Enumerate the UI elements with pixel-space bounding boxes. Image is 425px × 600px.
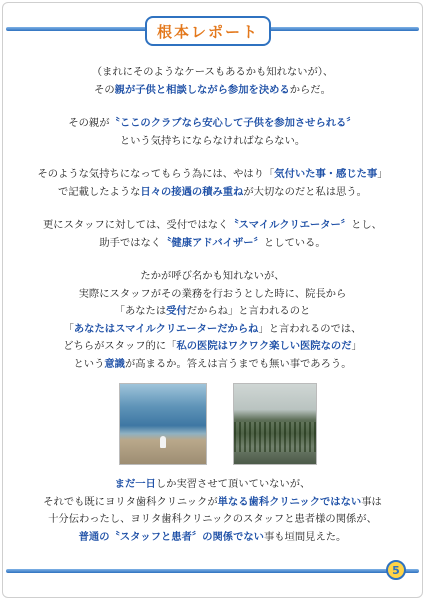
page-title: 根本レポート xyxy=(156,22,259,41)
highlighted-phrase: 普通の〝スタッフと患者〞の関係でない xyxy=(78,530,264,543)
text-segment: で記載したような xyxy=(58,185,141,198)
text-segment: 「あなたは xyxy=(114,305,167,317)
text-line xyxy=(10,115,415,133)
text-line xyxy=(10,529,415,547)
report-body xyxy=(10,64,415,389)
title-box xyxy=(145,16,271,46)
paragraph xyxy=(10,476,415,546)
text-line xyxy=(10,64,415,82)
text-segment: 助手ではなく xyxy=(99,236,162,249)
text-segment: そのような気持ちになってもらう為には、やはり「 xyxy=(37,168,275,180)
paragraph xyxy=(10,64,415,99)
text-segment: その xyxy=(94,83,115,96)
beach-photo xyxy=(119,383,207,465)
text-segment: だからね」と言われるのと xyxy=(186,305,311,317)
text-segment: 「 xyxy=(63,322,74,335)
text-segment: とし、 xyxy=(351,219,382,231)
text-segment: その親が xyxy=(68,117,110,129)
text-segment: 実際にスタッフがその業務を行おうとした時に、院長から xyxy=(78,287,347,300)
text-segment: が高まるか。答えは言うまでも無い事であろう。 xyxy=(124,357,352,370)
text-line xyxy=(10,82,415,100)
text-segment: 」 xyxy=(377,168,388,180)
paragraph xyxy=(10,268,415,373)
highlighted-phrase: あなたはスマイルクリエーターだからね xyxy=(73,322,259,335)
text-segment: 事も垣間見えた。 xyxy=(263,530,347,543)
text-segment: 事は xyxy=(361,495,382,508)
reeds-texture xyxy=(234,422,317,452)
highlighted-phrase: 私の医院はワクワク楽しい医院なのだ xyxy=(176,340,352,352)
text-line xyxy=(10,338,415,356)
highlighted-phrase: 親が子供と相談しながら参加を決める xyxy=(114,83,290,96)
text-segment: たかが呼び名かも知れないが、 xyxy=(140,270,285,282)
footer-rule xyxy=(6,569,419,573)
text-segment: しか実習させて頂いていないが、 xyxy=(155,478,311,490)
text-segment: からだ。 xyxy=(289,83,331,96)
highlighted-phrase: 受付 xyxy=(166,305,187,317)
text-line xyxy=(10,286,415,304)
text-line xyxy=(10,166,415,184)
text-segment: 更にスタッフに対しては、受付ではなく xyxy=(43,219,229,231)
text-segment: 十分伝わったし、ヨリタ歯科クリニックのスタッフと患者様の関係が、 xyxy=(48,513,377,525)
text-line xyxy=(10,494,415,512)
highlighted-phrase: 単なる歯科クリニックではない xyxy=(217,495,362,508)
highlighted-phrase: 〝健康アドバイザー〞 xyxy=(161,236,264,249)
text-line xyxy=(10,133,415,151)
text-line xyxy=(10,356,415,374)
text-segment: 」 xyxy=(351,340,362,352)
text-line xyxy=(10,184,415,202)
text-segment: が大切なのだと私は思う。 xyxy=(243,185,367,198)
text-segment: それでも既にヨリタ歯科クリニックが xyxy=(43,495,218,508)
text-line xyxy=(10,321,415,339)
text-segment: （まれにそのようなケースもあるかも知れないが）、 xyxy=(91,66,334,78)
highlighted-phrase: 〝スマイルクリエーター〞 xyxy=(228,219,352,231)
paragraph xyxy=(10,115,415,150)
text-segment: という xyxy=(73,357,105,370)
paragraph xyxy=(10,166,415,201)
text-line xyxy=(10,303,415,321)
text-line xyxy=(10,235,415,253)
paragraph xyxy=(10,217,415,252)
report-body-conclusion xyxy=(10,476,415,562)
text-segment: 」と言われるのでは、 xyxy=(258,322,362,335)
page-number-badge: 5 xyxy=(386,560,406,580)
highlighted-phrase: 気付いた事・感じた事 xyxy=(274,168,378,180)
highlighted-phrase: まだ一日 xyxy=(114,478,156,490)
text-line xyxy=(10,511,415,529)
text-line xyxy=(10,476,415,494)
highlighted-phrase: 日々の接遇の積み重ね xyxy=(140,185,244,198)
text-line xyxy=(10,217,415,235)
highlighted-phrase: 〝ここのクラブなら安心して子供を参加させられる〞 xyxy=(109,117,357,129)
text-segment: どちらがスタッフ的に「 xyxy=(63,340,177,352)
egret-figure xyxy=(160,436,166,448)
highlighted-phrase: 意識 xyxy=(104,357,125,370)
text-line xyxy=(10,268,415,286)
text-segment: という気持ちにならなければならない。 xyxy=(119,134,306,147)
text-segment: としている。 xyxy=(263,236,326,249)
marsh-photo xyxy=(233,383,317,465)
